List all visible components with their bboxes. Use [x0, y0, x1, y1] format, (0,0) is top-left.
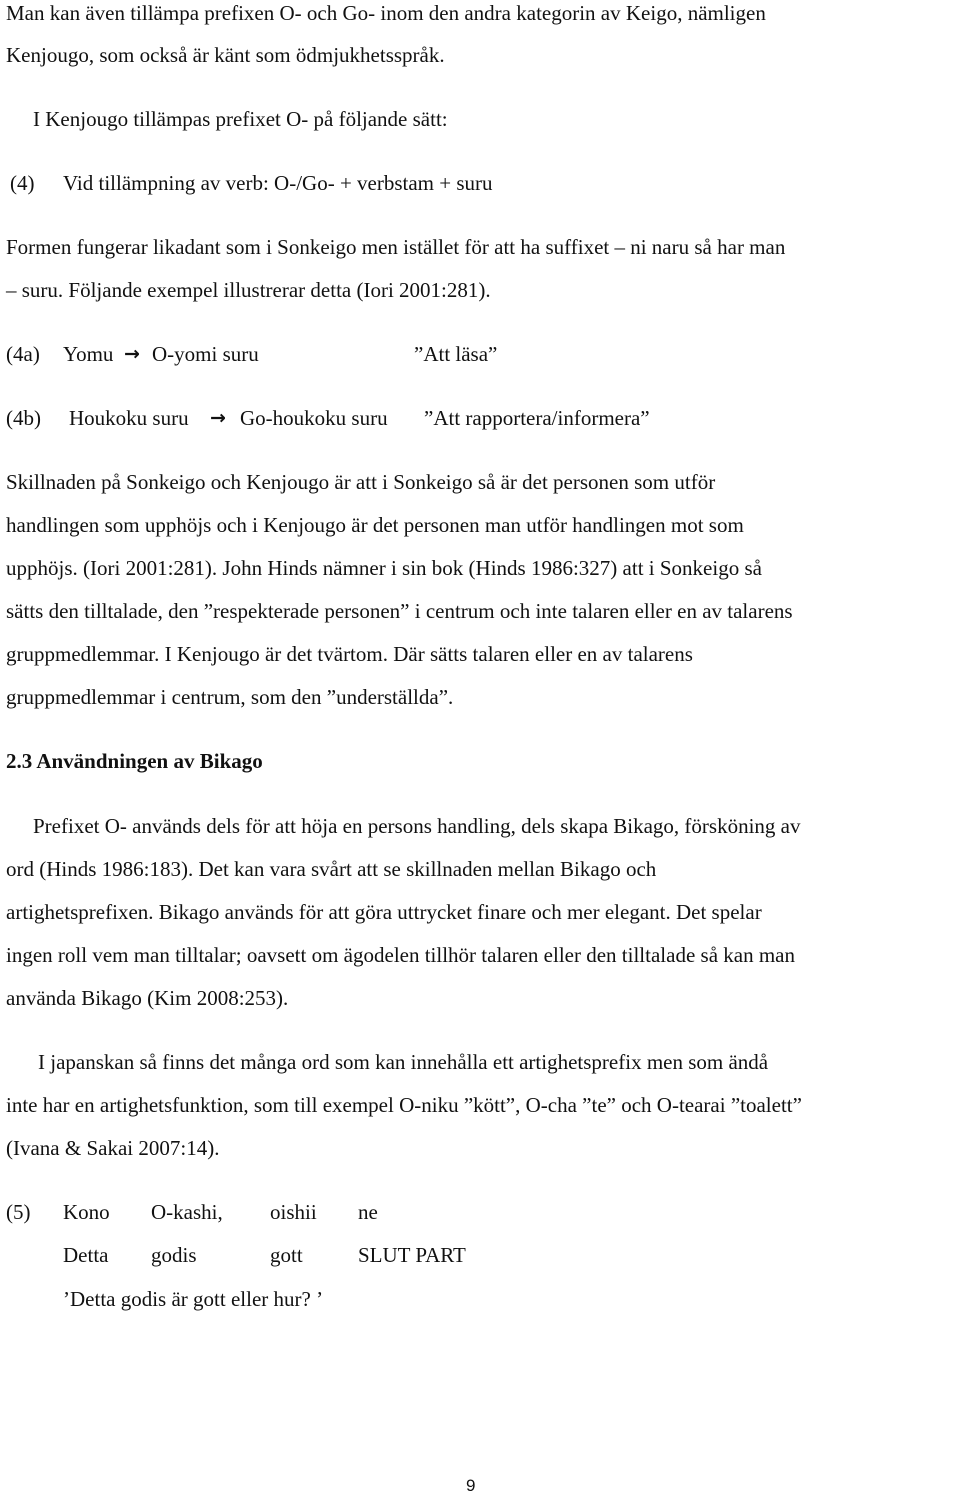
japanskan-line-2: inte har en artighetsfunktion, som till exempel O-niku ”kött”, O-cha ”te” och O-tearai ”toalett” — [6, 1093, 802, 1117]
example-5-word: Kono — [63, 1200, 110, 1224]
example-4a-number: (4a) — [6, 342, 40, 366]
arrow-icon: → — [210, 407, 226, 429]
formen-line-2: – suru. Följande exempel illustrerar detta (Iori 2001:281). — [6, 278, 491, 302]
example-4-number: (4) — [10, 171, 35, 195]
example-5-gloss: gott — [270, 1243, 303, 1267]
example-5-word: oishii — [270, 1200, 317, 1224]
example-4a-source: Yomu — [63, 342, 114, 366]
skillnaden-line-6: gruppmedlemmar i centrum, som den ”underställda”. — [6, 685, 454, 709]
example-4b-gloss: ”Att rapportera/informera” — [424, 406, 650, 430]
japanskan-line-1: I japanskan så finns det många ord som kan innehålla ett artighetsprefix men som ändå — [38, 1050, 769, 1074]
example-5-word: ne — [358, 1200, 378, 1224]
example-4a-target: O-yomi suru — [152, 342, 259, 366]
prefixet-line-3: artighetsprefixen. Bikago används för att göra uttrycket finare och mer elegant. Det spelar — [6, 900, 762, 924]
example-5-number: (5) — [6, 1200, 31, 1224]
example-5-translation: ’Detta godis är gott eller hur? ’ — [63, 1287, 324, 1311]
example-4a-gloss: ”Att läsa” — [414, 342, 498, 366]
japanskan-line-3: (Ivana & Sakai 2007:14). — [6, 1136, 220, 1160]
example-5-gloss: SLUT PART — [358, 1243, 466, 1267]
skillnaden-line-4: sätts den tilltalade, den ”respekterade personen” i centrum och inte talaren eller en av talarens — [6, 599, 793, 623]
example-4b-number: (4b) — [6, 406, 41, 430]
skillnaden-line-1: Skillnaden på Sonkeigo och Kenjougo är att i Sonkeigo så är det personen som utför — [6, 470, 716, 494]
example-5-gloss: Detta — [63, 1243, 109, 1267]
example-4-text: Vid tillämpning av verb: O-/Go- + verbstam + suru — [63, 171, 493, 195]
intro-line-3: I Kenjougo tillämpas prefixet O- på följande sätt: — [33, 107, 448, 131]
prefixet-line-2: ord (Hinds 1986:183). Det kan vara svårt att se skillnaden mellan Bikago och — [6, 857, 657, 881]
prefixet-line-1: Prefixet O- används dels för att höja en persons handling, dels skapa Bikago, försköning av — [33, 814, 801, 838]
prefixet-line-5: använda Bikago (Kim 2008:253). — [6, 986, 289, 1010]
formen-line-1: Formen fungerar likadant som i Sonkeigo men istället för att ha suffixet – ni naru så har man — [6, 235, 786, 259]
example-4b-source: Houkoku suru — [69, 406, 189, 430]
arrow-icon: → — [124, 343, 140, 365]
intro-line-2: Kenjougo, som också är känt som ödmjukhetsspråk. — [6, 43, 445, 67]
page-number: 9 — [466, 1476, 476, 1495]
intro-line-1: Man kan även tillämpa prefixen O- och Go- inom den andra kategorin av Keigo, nämligen — [6, 1, 766, 25]
example-5-gloss: godis — [151, 1243, 197, 1267]
example-4b-target: Go-houkoku suru — [240, 406, 388, 430]
prefixet-line-4: ingen roll vem man tilltalar; oavsett om ägodelen tillhör talaren eller den tilltalade så kan man — [6, 943, 795, 967]
skillnaden-line-2: handlingen som upphöjs och i Kenjougo är det personen man utför handlingen mot som — [6, 513, 744, 537]
example-5-word: O-kashi, — [151, 1200, 223, 1224]
skillnaden-line-5: gruppmedlemmar. I Kenjougo är det tvärtom. Där sätts talaren eller en av talarens — [6, 642, 693, 666]
section-heading: 2.3 Användningen av Bikago — [6, 749, 263, 773]
skillnaden-line-3: upphöjs. (Iori 2001:281). John Hinds nämner i sin bok (Hinds 1986:327) att i Sonkeigo så — [6, 556, 762, 580]
